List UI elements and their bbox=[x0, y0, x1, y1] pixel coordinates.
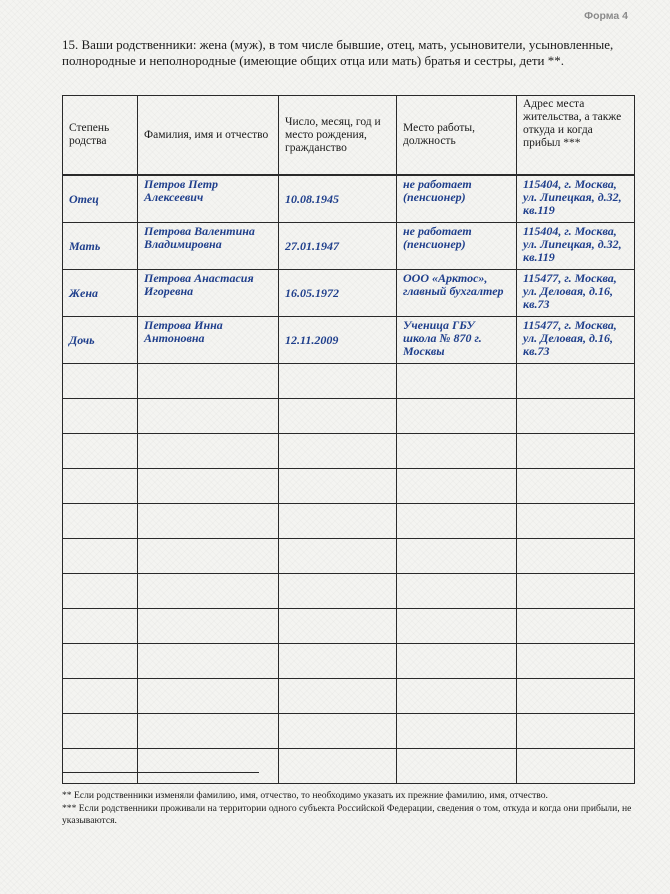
cell-birth[interactable]: 27.01.1947 bbox=[279, 223, 397, 270]
empty-cell[interactable] bbox=[279, 434, 397, 469]
form-number-label: Форма 4 bbox=[584, 10, 628, 22]
header-name: Фамилия, имя и отчество bbox=[138, 96, 279, 176]
cell-work[interactable]: ООО «Арктос», главный бухгалтер bbox=[397, 270, 517, 317]
empty-cell[interactable] bbox=[397, 574, 517, 609]
cell-work[interactable]: Ученица ГБУ школа № 870 г. Москвы bbox=[397, 317, 517, 364]
empty-cell[interactable] bbox=[279, 679, 397, 714]
empty-row bbox=[63, 399, 635, 434]
empty-cell[interactable] bbox=[138, 469, 279, 504]
empty-cell[interactable] bbox=[138, 609, 279, 644]
empty-cell[interactable] bbox=[138, 434, 279, 469]
table-row bbox=[63, 270, 635, 317]
empty-row bbox=[63, 504, 635, 539]
cell-work[interactable]: не работает (пенсионер) bbox=[397, 223, 517, 270]
empty-cell[interactable] bbox=[397, 644, 517, 679]
cell-name[interactable]: Петрова Инна Антоновна bbox=[138, 317, 279, 364]
empty-cell[interactable] bbox=[63, 364, 138, 399]
cell-name[interactable]: Петров Петр Алексеевич bbox=[138, 175, 279, 223]
empty-cell[interactable] bbox=[517, 749, 635, 784]
empty-cell[interactable] bbox=[138, 504, 279, 539]
empty-cell[interactable] bbox=[138, 364, 279, 399]
empty-cell[interactable] bbox=[517, 434, 635, 469]
cell-birth[interactable]: 16.05.1972 bbox=[279, 270, 397, 317]
empty-cell[interactable] bbox=[63, 399, 138, 434]
empty-cell[interactable] bbox=[138, 749, 279, 784]
empty-cell[interactable] bbox=[397, 469, 517, 504]
empty-cell[interactable] bbox=[138, 644, 279, 679]
cell-relation[interactable]: Мать bbox=[63, 223, 138, 270]
empty-cell[interactable] bbox=[279, 399, 397, 434]
empty-cell[interactable] bbox=[397, 399, 517, 434]
empty-cell[interactable] bbox=[279, 749, 397, 784]
empty-cell[interactable] bbox=[517, 574, 635, 609]
empty-cell[interactable] bbox=[279, 469, 397, 504]
empty-row bbox=[63, 644, 635, 679]
empty-cell[interactable] bbox=[63, 644, 138, 679]
header-address: Адрес места жительства, а также откуда и когда прибыл *** bbox=[517, 96, 635, 176]
relatives-table bbox=[62, 95, 635, 784]
footnote-names: ** Если родственники изменяли фамилию, имя, отчество, то необходимо указать их прежние фамилию, имя, отчество. bbox=[62, 790, 548, 801]
empty-row bbox=[63, 609, 635, 644]
empty-cell[interactable] bbox=[517, 644, 635, 679]
empty-cell[interactable] bbox=[517, 399, 635, 434]
footnote-divider bbox=[62, 772, 259, 773]
empty-row bbox=[63, 539, 635, 574]
empty-row bbox=[63, 574, 635, 609]
empty-cell[interactable] bbox=[63, 539, 138, 574]
empty-row bbox=[63, 749, 635, 784]
empty-cell[interactable] bbox=[63, 749, 138, 784]
empty-cell[interactable] bbox=[138, 539, 279, 574]
empty-cell[interactable] bbox=[279, 644, 397, 679]
question-text: 15. Ваши родственники: жена (муж), в том числе бывшие, отец, мать, усыновители, усыновленные, полнородные и неполнородные (имеющие общих отца или мать) братья и сестры, дети **. bbox=[62, 37, 614, 68]
empty-row bbox=[63, 469, 635, 504]
empty-cell[interactable] bbox=[279, 364, 397, 399]
cell-name[interactable]: Петрова Валентина Владимировна bbox=[138, 223, 279, 270]
empty-cell[interactable] bbox=[517, 504, 635, 539]
header-birth: Число, месяц, год и место рождения, гражданство bbox=[279, 96, 397, 176]
empty-cell[interactable] bbox=[517, 539, 635, 574]
empty-cell[interactable] bbox=[397, 749, 517, 784]
empty-cell[interactable] bbox=[517, 364, 635, 399]
empty-cell[interactable] bbox=[138, 399, 279, 434]
empty-cell[interactable] bbox=[279, 539, 397, 574]
empty-cell[interactable] bbox=[138, 679, 279, 714]
footnotes bbox=[62, 790, 632, 828]
empty-cell[interactable] bbox=[517, 469, 635, 504]
cell-address[interactable]: 115404, г. Москва, ул. Липецкая, д.32, кв.119 bbox=[517, 223, 635, 270]
cell-relation[interactable]: Дочь bbox=[63, 317, 138, 364]
table-row bbox=[63, 223, 635, 270]
empty-cell[interactable] bbox=[397, 504, 517, 539]
empty-cell[interactable] bbox=[279, 714, 397, 749]
empty-cell[interactable] bbox=[517, 679, 635, 714]
empty-cell[interactable] bbox=[279, 609, 397, 644]
empty-cell[interactable] bbox=[63, 609, 138, 644]
cell-name[interactable]: Петрова Анастасия Игоревна bbox=[138, 270, 279, 317]
empty-cell[interactable] bbox=[397, 609, 517, 644]
empty-cell[interactable] bbox=[397, 679, 517, 714]
cell-address[interactable]: 115477, г. Москва, ул. Деловая, д.16, кв.73 bbox=[517, 317, 635, 364]
header-work: Место работы, должность bbox=[397, 96, 517, 176]
empty-cell[interactable] bbox=[138, 574, 279, 609]
empty-cell[interactable] bbox=[397, 434, 517, 469]
empty-row bbox=[63, 364, 635, 399]
empty-cell[interactable] bbox=[517, 714, 635, 749]
cell-address[interactable]: 115404, г. Москва, ул. Липецкая, д.32, кв.119 bbox=[517, 175, 635, 223]
header-relation: Степень родства bbox=[63, 96, 138, 176]
empty-cell[interactable] bbox=[517, 609, 635, 644]
table-header-row bbox=[63, 96, 635, 176]
empty-cell[interactable] bbox=[397, 714, 517, 749]
empty-cell[interactable] bbox=[279, 504, 397, 539]
cell-relation[interactable]: Отец bbox=[63, 175, 138, 223]
cell-work[interactable]: не работает (пенсионер) bbox=[397, 175, 517, 223]
empty-cell[interactable] bbox=[397, 539, 517, 574]
empty-cell[interactable] bbox=[63, 714, 138, 749]
empty-cell[interactable] bbox=[63, 679, 138, 714]
empty-cell[interactable] bbox=[279, 574, 397, 609]
cell-address[interactable]: 115477, г. Москва, ул. Деловая, д.16, кв.73 bbox=[517, 270, 635, 317]
empty-row bbox=[63, 714, 635, 749]
empty-cell[interactable] bbox=[138, 714, 279, 749]
empty-cell[interactable] bbox=[63, 504, 138, 539]
empty-cell[interactable] bbox=[63, 574, 138, 609]
table-row bbox=[63, 175, 635, 223]
empty-row bbox=[63, 434, 635, 469]
empty-cell[interactable] bbox=[397, 364, 517, 399]
empty-cell[interactable] bbox=[63, 434, 138, 469]
cell-birth[interactable]: 12.11.2009 bbox=[279, 317, 397, 364]
table-row bbox=[63, 317, 635, 364]
cell-birth[interactable]: 10.08.1945 bbox=[279, 175, 397, 223]
empty-cell[interactable] bbox=[63, 469, 138, 504]
footnote-residence: *** Если родственники проживали на территории одного субъекта Российской Федерации, сведения о том, откуда и когда они прибыли, не указываются. bbox=[62, 803, 632, 826]
empty-row bbox=[63, 679, 635, 714]
cell-relation[interactable]: Жена bbox=[63, 270, 138, 317]
